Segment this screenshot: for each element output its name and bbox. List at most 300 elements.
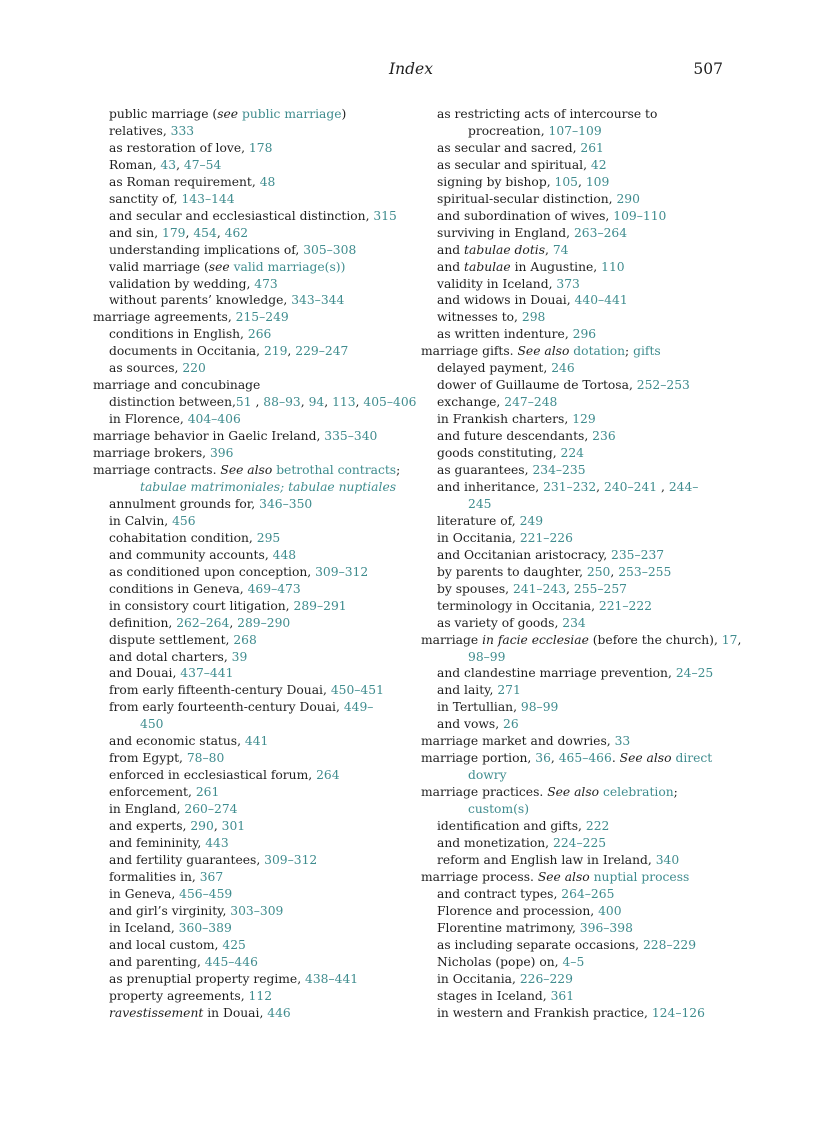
page-reference-link[interactable]: 305–308 xyxy=(303,242,357,257)
entry-text: formalities in, xyxy=(109,869,200,884)
page-reference-link[interactable]: 445–446 xyxy=(204,954,258,969)
index-subentry xyxy=(93,937,413,954)
entry-text: dispute settlement, xyxy=(109,632,234,647)
page-reference-link[interactable]: 438–441 xyxy=(305,971,359,986)
page-reference-link[interactable]: 448 xyxy=(272,547,297,562)
page-reference-link[interactable]: valid marriage(s)) xyxy=(233,259,346,274)
entry-text: as secular and spiritual, xyxy=(437,157,591,172)
index-subentry xyxy=(421,309,726,326)
index-subentry xyxy=(421,208,726,225)
index-subentry xyxy=(93,971,413,988)
page-reference-link[interactable]: 219 xyxy=(263,344,288,359)
page-reference-link[interactable]: 373 xyxy=(556,276,580,291)
page-reference-link[interactable]: 396–398 xyxy=(579,920,633,935)
page-reference-link[interactable]: 78–80 xyxy=(186,751,225,766)
page-reference-link[interactable]: 109 xyxy=(585,174,610,189)
page-reference-link[interactable]: 51 xyxy=(235,395,252,410)
index-subentry xyxy=(93,242,413,259)
page-reference-link[interactable]: 335–340 xyxy=(324,429,378,444)
page-reference-link[interactable]: 298 xyxy=(521,310,546,325)
page-reference-link[interactable]: 143–144 xyxy=(181,191,235,206)
entry-text: and sin, xyxy=(109,225,163,240)
page-reference-link[interactable]: 309–312 xyxy=(315,564,369,579)
entry-text: in western and Frankish practice, xyxy=(437,1005,652,1020)
page-reference-link[interactable]: 234 xyxy=(562,615,586,630)
entry-text: , xyxy=(578,174,586,189)
entry-text: cohabitation condition, xyxy=(109,530,257,545)
entry-text: as variety of goods, xyxy=(437,615,563,630)
index-subentry xyxy=(93,835,413,852)
entry-text: sanctity of, xyxy=(109,191,182,206)
index-subentry xyxy=(93,208,413,225)
entry-text: and clandestine marriage prevention, xyxy=(437,666,676,681)
entry-text: as restoration of love, xyxy=(109,140,249,155)
entry-text: , xyxy=(229,615,238,630)
entry-text: and secular and ecclesiastical distinction, xyxy=(109,208,374,223)
index-subentry xyxy=(93,954,413,971)
index-continuation xyxy=(93,716,413,733)
entry-text: in Frankish charters, xyxy=(437,412,573,427)
entry-text: marriage contracts. xyxy=(93,463,221,478)
index-subentry xyxy=(421,140,726,157)
index-continuation xyxy=(421,801,726,818)
index-subentry xyxy=(421,564,726,581)
page-reference-link[interactable]: 98–99 xyxy=(520,700,559,715)
page-reference-link[interactable]: 105 xyxy=(554,174,579,189)
index-subentry xyxy=(93,988,413,1005)
page-reference-link[interactable]: 245 xyxy=(468,496,492,511)
index-subentry xyxy=(93,530,413,547)
index-subentry xyxy=(93,513,413,530)
entry-text: , xyxy=(185,225,194,240)
index-heading xyxy=(93,462,413,479)
page-reference-link[interactable]: 456–459 xyxy=(179,886,233,901)
entry-text: and xyxy=(437,259,465,274)
index-subentry xyxy=(421,920,726,937)
page-reference-link[interactable]: 450 xyxy=(140,717,164,732)
page-reference-link[interactable]: 240–241 xyxy=(604,479,658,494)
index-subentry xyxy=(93,547,413,564)
page-reference-link[interactable]: 226–229 xyxy=(519,971,573,986)
page-reference-link[interactable]: 98–99 xyxy=(468,649,506,664)
page-reference-link[interactable]: 236 xyxy=(592,429,616,444)
entry-text: , xyxy=(216,225,225,240)
page-reference-link[interactable]: 340 xyxy=(655,852,680,867)
page-reference-link[interactable]: 110 xyxy=(601,259,625,274)
page-reference-link[interactable]: 405–406 xyxy=(363,395,417,410)
page-reference-link[interactable]: 215–249 xyxy=(235,310,289,325)
page-reference-link[interactable]: 94 xyxy=(308,395,325,410)
page-reference-link[interactable]: 260–274 xyxy=(184,802,238,817)
entry-text: from early fourteenth-century Douai, xyxy=(109,700,344,715)
page-reference-link[interactable]: 290 xyxy=(616,191,640,206)
index-subentry xyxy=(93,1005,413,1022)
index-column-right xyxy=(421,106,742,1021)
entry-text: definition, xyxy=(109,615,177,630)
entry-text: signing by bishop, xyxy=(437,174,555,189)
entry-text: delayed payment, xyxy=(437,361,552,376)
index-subentry xyxy=(421,886,726,903)
page-reference-link[interactable]: 295 xyxy=(256,530,281,545)
entry-text: , xyxy=(251,395,264,410)
page-reference-link[interactable]: 253–255 xyxy=(618,564,672,579)
entry-text: literature of, xyxy=(437,513,520,528)
entry-text: in Florence, xyxy=(109,412,188,427)
index-subentry xyxy=(421,479,726,496)
index-subentry xyxy=(421,598,726,615)
entry-text: in facie ecclesiae xyxy=(482,632,589,647)
entry-text: without parents’ knowledge, xyxy=(109,293,292,308)
index-continuation xyxy=(421,649,726,666)
index-subentry xyxy=(93,191,413,208)
page-reference-link[interactable]: gifts xyxy=(633,344,661,359)
page-reference-link[interactable]: 24–25 xyxy=(675,666,714,681)
page-reference-link[interactable]: dowry xyxy=(468,768,507,783)
page-reference-link[interactable]: 250 xyxy=(586,564,611,579)
page-reference-link[interactable]: tabulae matrimoniales; tabulae nuptiales xyxy=(140,479,397,494)
index-subentry xyxy=(421,971,726,988)
page-reference-link[interactable]: 244– xyxy=(668,479,699,494)
index-subentry xyxy=(421,682,726,699)
page-reference-link[interactable]: 264 xyxy=(316,768,340,783)
entry-text: tabulae dotis xyxy=(464,242,546,257)
index-subentry xyxy=(421,530,726,547)
entry-text: and xyxy=(437,242,465,257)
index-subentry xyxy=(93,767,413,784)
entry-text: and parenting, xyxy=(109,954,205,969)
index-subentry xyxy=(93,581,413,598)
entry-text: property agreements, xyxy=(109,988,249,1003)
page-reference-link[interactable]: 450–451 xyxy=(330,683,384,698)
index-subentry xyxy=(93,615,413,632)
index-subentry xyxy=(93,259,413,276)
page-reference-link[interactable]: 346–350 xyxy=(259,496,313,511)
entry-text: marriage agreements, xyxy=(93,310,236,325)
index-subentry xyxy=(93,292,413,309)
page-reference-link[interactable]: 440–441 xyxy=(574,293,628,308)
index-subentry xyxy=(421,394,726,411)
entry-text: , xyxy=(566,581,574,596)
entry-text: and monetization, xyxy=(437,835,553,850)
page-reference-link[interactable]: 26 xyxy=(503,717,519,732)
index-subentry xyxy=(421,699,726,716)
entry-text: in Calvin, xyxy=(109,513,173,528)
index-subentry xyxy=(93,784,413,801)
page-reference-link[interactable]: 263–264 xyxy=(573,225,628,240)
entry-text: and community accounts, xyxy=(109,547,273,562)
entry-text: documents in Occitania, xyxy=(109,344,264,359)
running-title: Index xyxy=(389,60,433,78)
index-subentry xyxy=(93,140,413,157)
entry-text: distinction between, xyxy=(109,395,236,410)
entry-text: as Roman requirement, xyxy=(109,174,260,189)
index-subentry xyxy=(93,699,413,716)
index-subentry xyxy=(421,903,726,920)
page-reference-link[interactable]: 33 xyxy=(614,734,631,749)
page-reference-link[interactable]: 437–441 xyxy=(180,666,234,681)
entry-text: and contract types, xyxy=(437,886,562,901)
entry-text: relatives, xyxy=(109,123,171,138)
index-subentry xyxy=(93,496,413,513)
entry-text: and experts, xyxy=(109,819,191,834)
page-reference-link[interactable]: 17 xyxy=(721,632,738,647)
index-subentry xyxy=(421,411,726,428)
index-subentry xyxy=(93,564,413,581)
index-subentry xyxy=(421,462,726,479)
entry-text: See also xyxy=(547,785,600,800)
entry-text: dower of Guillaume de Tortosa, xyxy=(437,378,637,393)
page-reference-link[interactable]: 124–126 xyxy=(651,1005,705,1020)
index-heading xyxy=(421,733,726,750)
page-reference-link[interactable]: public marriage xyxy=(242,107,342,121)
entry-text: See also xyxy=(517,344,570,359)
index-subentry xyxy=(93,157,413,174)
entry-text: and widows in Douai, xyxy=(437,293,575,308)
page-reference-link[interactable]: 48 xyxy=(259,174,276,189)
entry-text: , xyxy=(300,395,309,410)
entry-text: tabulae xyxy=(464,259,511,274)
entry-text: in Tertullian, xyxy=(437,700,521,715)
page-reference-link[interactable]: direct xyxy=(675,751,713,766)
entry-text: and local custom, xyxy=(109,937,223,952)
page-reference-link[interactable]: 235–237 xyxy=(611,547,665,562)
page-reference-link[interactable]: 454 xyxy=(193,225,217,240)
page-reference-link[interactable]: celebration xyxy=(603,785,674,800)
page-reference-link[interactable]: 47–54 xyxy=(183,157,222,172)
index-subentry xyxy=(93,886,413,903)
index-heading xyxy=(421,869,726,886)
entry-text: in Augustine, xyxy=(510,259,602,274)
page-reference-link[interactable]: 441 xyxy=(244,734,269,749)
entry-text: witnesses to, xyxy=(437,310,522,325)
index-subentry xyxy=(421,835,726,852)
index-subentry xyxy=(421,581,726,598)
page-reference-link[interactable]: 221–226 xyxy=(519,530,573,545)
entry-text: as restricting acts of intercourse to xyxy=(437,107,658,121)
page-reference-link[interactable]: 271 xyxy=(497,683,521,698)
index-subentry xyxy=(421,937,726,954)
entry-text: , xyxy=(737,632,742,647)
page-reference-link[interactable]: 289–290 xyxy=(237,615,291,630)
page-reference-link[interactable]: 443 xyxy=(205,835,229,850)
entry-text: (before the church), xyxy=(588,632,722,647)
page-number: 507 xyxy=(693,60,723,78)
index-subentry xyxy=(93,598,413,615)
index-subentry xyxy=(93,903,413,920)
page-reference-link[interactable]: 343–344 xyxy=(291,293,345,308)
entry-text: public marriage ( xyxy=(109,107,218,121)
page-reference-link[interactable]: 456 xyxy=(172,513,196,528)
entry-text: and Occitanian aristocracy, xyxy=(437,547,612,562)
index-subentry xyxy=(93,360,413,377)
page-reference-link[interactable]: 315 xyxy=(373,208,397,223)
entry-text: ; xyxy=(396,463,401,478)
page-reference-link[interactable]: 264–265 xyxy=(561,886,615,901)
page-reference-link[interactable]: 400 xyxy=(598,903,622,918)
entry-text: from Egypt, xyxy=(109,751,187,766)
page-reference-link[interactable]: 220 xyxy=(182,361,206,376)
page-reference-link[interactable]: 333 xyxy=(170,123,195,138)
index-subentry xyxy=(421,174,726,191)
page-reference-link[interactable]: 129 xyxy=(572,412,596,427)
page-reference-link[interactable]: 231–232 xyxy=(543,479,597,494)
page-reference-link[interactable]: 266 xyxy=(247,327,272,342)
page-reference-link[interactable]: 303–309 xyxy=(230,903,284,918)
page-reference-link[interactable]: 228–229 xyxy=(642,937,697,952)
index-subentry xyxy=(421,259,726,276)
page-reference-link[interactable]: 255–257 xyxy=(573,581,627,596)
page-reference-link[interactable]: 367 xyxy=(199,869,224,884)
page-reference-link[interactable]: 361 xyxy=(550,988,575,1003)
index-subentry xyxy=(421,157,726,174)
page-reference-link[interactable]: 396 xyxy=(209,446,234,461)
index-heading xyxy=(93,377,413,394)
index-subentry xyxy=(93,632,413,649)
entry-text: as written indenture, xyxy=(437,327,573,342)
index-subentry xyxy=(421,547,726,564)
page-reference-link[interactable]: 107–109 xyxy=(548,123,602,138)
index-subentry xyxy=(93,326,413,343)
page-reference-link[interactable]: 229–247 xyxy=(295,344,349,359)
page-reference-link[interactable]: 234–235 xyxy=(532,463,586,478)
index-subentry xyxy=(93,801,413,818)
page-reference-link[interactable]: 462 xyxy=(224,225,249,240)
index-subentry xyxy=(421,242,726,259)
page-reference-link[interactable]: 261 xyxy=(195,785,220,800)
page-reference-link[interactable]: 109–110 xyxy=(613,208,667,223)
page-reference-link[interactable]: 43 xyxy=(160,157,177,172)
page-reference-link[interactable]: 36 xyxy=(535,751,551,766)
entry-text: spiritual-secular distinction, xyxy=(437,191,617,206)
entry-text: , xyxy=(596,479,604,494)
page-reference-link[interactable]: 301 xyxy=(221,819,246,834)
index-heading xyxy=(421,343,726,360)
page-reference-link[interactable]: 262–264 xyxy=(176,615,230,630)
page-reference-link[interactable]: 449– xyxy=(343,700,374,715)
page-reference-link[interactable]: 268 xyxy=(233,632,257,647)
entry-text: , xyxy=(545,242,553,257)
page-reference-link[interactable]: 74 xyxy=(552,242,569,257)
entry-text: as sources, xyxy=(109,361,183,376)
page-reference-link[interactable]: 296 xyxy=(572,327,597,342)
index-subentry xyxy=(421,292,726,309)
page-reference-link[interactable]: 224–225 xyxy=(553,835,607,850)
entry-text: Nicholas (pope) on, xyxy=(437,954,563,969)
entry-text: Roman, xyxy=(109,157,161,172)
page-reference-link[interactable]: 360–389 xyxy=(178,920,232,935)
entry-text: See also xyxy=(537,869,590,884)
entry-text: marriage gifts. xyxy=(421,344,518,359)
entry-text: in Iceland, xyxy=(109,920,179,935)
entry-text: marriage market and dowries, xyxy=(421,734,615,749)
entry-text: , xyxy=(287,344,296,359)
page-reference-link[interactable]: 425 xyxy=(222,937,246,952)
entry-text: and fertility guarantees, xyxy=(109,852,265,867)
entry-text: as including separate occasions, xyxy=(437,937,643,952)
index-subentry xyxy=(93,649,413,666)
page-reference-link[interactable]: dotation xyxy=(573,344,626,359)
page-reference-link[interactable]: 309–312 xyxy=(264,852,318,867)
entry-text: , xyxy=(610,564,619,579)
page-reference-link[interactable]: 222 xyxy=(585,819,610,834)
index-subentry xyxy=(421,360,726,377)
entry-text: ; xyxy=(673,785,678,800)
page-reference-link[interactable]: 249 xyxy=(519,513,544,528)
page-reference-link[interactable]: 88–93 xyxy=(263,395,301,410)
entry-text: as secular and sacred, xyxy=(437,140,581,155)
page-reference-link[interactable]: 113 xyxy=(332,395,356,410)
index-continuation xyxy=(421,123,726,140)
entry-text: by parents to daughter, xyxy=(437,564,587,579)
index-subentry xyxy=(93,733,413,750)
entry-text: , xyxy=(324,395,333,410)
page-reference-link[interactable]: 473 xyxy=(254,276,278,291)
entry-text: marriage xyxy=(421,632,483,647)
page-reference-link[interactable]: 224 xyxy=(560,446,584,461)
entry-text: goods constituting, xyxy=(437,446,561,461)
entry-text: see xyxy=(208,259,230,274)
entry-text: and vows, xyxy=(437,717,504,732)
entry-text: valid marriage ( xyxy=(109,259,209,274)
entry-text: marriage behavior in Gaelic Ireland, xyxy=(93,429,325,444)
index-continuation xyxy=(93,479,413,496)
page-reference-link[interactable]: 42 xyxy=(590,157,607,172)
index-subentry xyxy=(421,954,726,971)
entry-text: and future descendants, xyxy=(437,429,593,444)
index-subentry xyxy=(421,716,726,733)
page-reference-link[interactable]: 112 xyxy=(248,988,273,1003)
entry-text: , xyxy=(657,479,669,494)
page-reference-link[interactable]: 469–473 xyxy=(247,581,301,596)
page-reference-link[interactable]: 446 xyxy=(267,1005,291,1020)
page-reference-link[interactable]: 404–406 xyxy=(187,412,241,427)
index-subentry xyxy=(421,191,726,208)
page-reference-link[interactable]: 179 xyxy=(162,225,186,240)
page-reference-link[interactable]: 241–243 xyxy=(512,581,567,596)
page-reference-link[interactable]: custom(s) xyxy=(468,802,530,817)
entry-text: marriage and concubinage xyxy=(93,378,261,393)
page-reference-link[interactable]: 465–466 xyxy=(558,751,612,766)
index-subentry xyxy=(421,818,726,835)
index-heading xyxy=(93,428,413,445)
page-reference-link[interactable]: 4–5 xyxy=(562,954,585,969)
page-reference-link[interactable]: 247–248 xyxy=(504,395,558,410)
entry-text: terminology in Occitania, xyxy=(437,598,599,613)
index-column-left xyxy=(93,106,417,1021)
index-subentry xyxy=(93,106,413,123)
entry-text: validity in Iceland, xyxy=(437,276,557,291)
page-reference-link[interactable]: 39 xyxy=(231,649,248,664)
page-reference-link[interactable]: 221–222 xyxy=(598,598,652,613)
entry-text: in consistory court litigation, xyxy=(109,598,294,613)
page-reference-link[interactable]: 252–253 xyxy=(636,378,690,393)
index-subentry xyxy=(421,428,726,445)
index-heading xyxy=(93,445,413,462)
page-reference-link[interactable]: 246 xyxy=(551,361,575,376)
index-subentry xyxy=(93,123,413,140)
page-reference-link[interactable]: 178 xyxy=(248,140,273,155)
entry-text: See also xyxy=(220,463,273,478)
entry-text: , xyxy=(213,819,222,834)
index-subentry xyxy=(93,869,413,886)
page-reference-link[interactable]: 290 xyxy=(190,819,214,834)
page-reference-link[interactable]: nuptial process xyxy=(593,869,690,884)
page-reference-link[interactable]: 261 xyxy=(580,140,604,155)
entry-text: and dotal charters, xyxy=(109,649,232,664)
page-reference-link[interactable]: betrothal contracts xyxy=(276,463,397,478)
page-reference-link[interactable]: 289–291 xyxy=(293,598,347,613)
index-subentry xyxy=(421,225,726,242)
